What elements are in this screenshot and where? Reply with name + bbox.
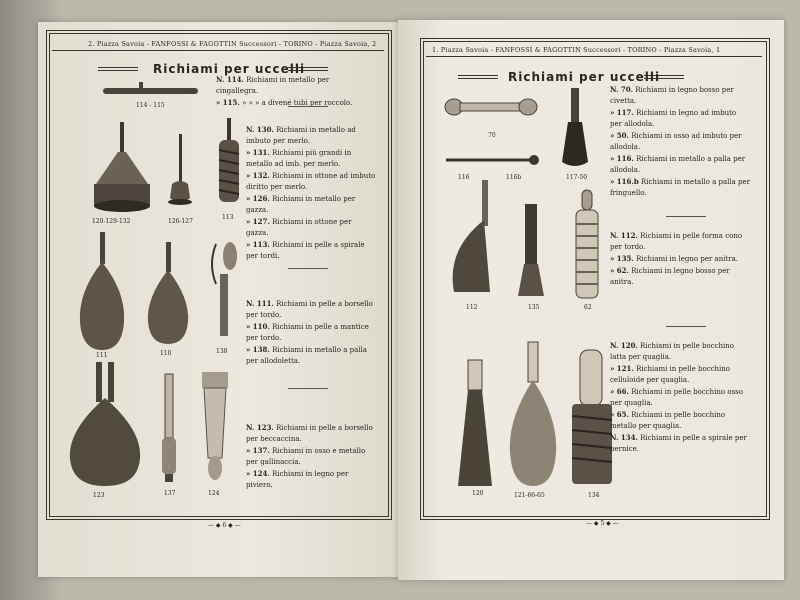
wood-call-124-illustration (196, 372, 236, 486)
call-126-illustration (166, 134, 196, 214)
right-running-head: 1. Piazza Savoia - FANFOSSI & FAGOTTIN Successori - TORINO - Piazza Savoia, 1 (432, 46, 721, 54)
cone-call-112-illustration (446, 180, 496, 300)
call-137-illustration (154, 374, 184, 484)
entry-50: » 50. Richiami in osso ad imbuto per allodola. (610, 131, 742, 151)
quail-call-120-illustration (456, 360, 496, 490)
double-bag-call-123-illustration (66, 362, 146, 490)
right-head-rule (426, 56, 762, 57)
right-separator-2 (666, 326, 706, 327)
metal-call-116-illustration (446, 154, 540, 168)
entry-126: » 126. Richiami in metallo per gazza. (246, 194, 356, 214)
left-separator-3 (288, 388, 328, 389)
right-entry-block-1 (610, 84, 750, 199)
spiral-call-113-illustration (214, 118, 244, 213)
left-running-head: 2. Piazza Savoia - FANFOSSI & FAGOTTIN Successori - TORINO - Piazza Savoia, 2 (88, 40, 377, 48)
caption-126-127: 126-127 (168, 218, 193, 225)
caption-110: 110 (160, 350, 172, 357)
caption-113: 113 (222, 214, 234, 221)
entry-123: N. 123. Richiami in pelle a borsello per beccaccina. (246, 423, 373, 443)
right-folio-number: 5 (600, 520, 605, 527)
bellows-call-110-illustration (144, 242, 192, 346)
wood-call-62-illustration (570, 190, 606, 302)
entry-66: » 66. Richiami in pelle bocchino osso per quaglia. (610, 387, 743, 407)
left-folio: — ◆ 6 ◆ — (208, 522, 241, 529)
left-head-rule (52, 50, 384, 51)
entry-116: » 116. Richiami in metallo a palla per allodola. (610, 154, 746, 174)
right-separator-1 (666, 216, 706, 217)
right-title-ornament-l (458, 75, 498, 79)
quail-call-121-illustration (508, 342, 560, 490)
entry-110: » 110. Richiami in pelle a mantice per tordo. (246, 322, 369, 342)
caption-135: 135 (528, 304, 540, 311)
entry-121: » 121. Richiami in pelle bocchino celluloide per quaglia. (610, 364, 731, 384)
entry-120: N. 120. Richiami in pelle bocchino latta per quaglia. (610, 341, 735, 361)
entry-114: N. 114. Richiami in metallo per cingallegra. (216, 75, 330, 95)
entry-116b: » 116.b Richiami in metallo a palla per fringuello. (610, 177, 751, 197)
entry-117: » 117. Richiami in legno ad imbuto per allodola. (610, 108, 737, 128)
caption-130: 120-129-132 (92, 218, 131, 225)
entry-113: » 113. Richiami in pelle a spirale per tordi. (246, 240, 365, 260)
entry-62: » 62. Richiami in legno bosso per anitra. (610, 266, 730, 286)
right-folio: — ◆ 5 ◆ — (586, 520, 619, 527)
entry-65: » 65. Richiami in pelle bocchino metallo per quaglia. (610, 410, 726, 430)
wood-call-117-illustration (558, 88, 592, 172)
entry-134: N. 134. Richiami in pelle a spirale per pernice. (610, 433, 747, 453)
entry-130: N. 130. Richiami in metallo ad imbuto per merlo. (246, 125, 356, 145)
call-135-illustration (516, 204, 546, 300)
left-separator-1 (288, 106, 328, 107)
caption-120: 120 (472, 490, 484, 497)
caption-138: 138 (216, 348, 228, 355)
entry-124: » 124. Richiami in legno per piviero. (246, 469, 349, 489)
left-entry-block-1 (216, 74, 366, 109)
entry-70: N. 70. Richiami in legno bosso per civetta. (610, 85, 734, 105)
right-entry-block-3 (610, 340, 750, 455)
caption-123: 123 (93, 492, 105, 499)
left-title-ornament-l (98, 67, 138, 71)
bag-call-111-illustration (78, 232, 128, 352)
left-title-ornament-r (288, 67, 328, 71)
left-entry-block-4 (246, 422, 376, 491)
entry-138: » 138. Richiami in metallo a palla per allodoletta. (246, 345, 367, 365)
entry-137: » 137. Richiami in osso e metallo per gallinaccia. (246, 446, 366, 466)
funnel-call-130-illustration (88, 122, 158, 217)
entry-127: » 127. Richiami in ottone per gazza. (246, 217, 352, 237)
caption-134: 134 (588, 492, 600, 499)
caption-124: 124 (208, 490, 220, 497)
entry-132: » 132. Richiami in ottone ad imbuto diritto per merlo. (246, 171, 376, 191)
entry-112: N. 112. Richiami in pelle forma cono per tordo. (610, 231, 743, 251)
entry-115: » 115. » » » a divené tubi per roccolo. (216, 98, 353, 107)
left-entry-block-2 (246, 124, 376, 262)
caption-70: 70 (488, 132, 496, 139)
caption-111: 111 (96, 352, 108, 359)
entry-135: » 135. Richiami in legno per anitra. (610, 254, 739, 263)
caption-116b: 116b (506, 174, 522, 181)
caption-121-66-65: 121-66-65 (514, 492, 545, 499)
left-page (38, 22, 400, 577)
left-separator-2 (288, 268, 328, 269)
left-folio-number: 6 (222, 522, 227, 529)
caption-117-50: 117-50 (566, 174, 588, 181)
right-entry-block-2 (610, 230, 750, 288)
left-page-title: Richiami per uccelli (153, 62, 306, 76)
ball-call-138-illustration (206, 234, 242, 344)
right-page-title: Richiami per uccelli (508, 70, 661, 84)
left-entry-block-3 (246, 298, 376, 367)
caption-116: 116 (458, 174, 470, 181)
entry-131: » 131. Richiami più grandi in metallo ad imb. per merlo. (246, 148, 352, 168)
right-page (398, 20, 784, 580)
right-title-ornament-r (644, 75, 684, 79)
entry-111: N. 111. Richiami in pelle a borsello per tordo. (246, 299, 373, 319)
caption-137: 137 (164, 490, 176, 497)
caption-114-115: 114 - 115 (136, 102, 165, 109)
caption-112: 112 (466, 304, 478, 311)
bone-call-70-illustration (444, 96, 538, 118)
caption-62: 62 (584, 304, 592, 311)
